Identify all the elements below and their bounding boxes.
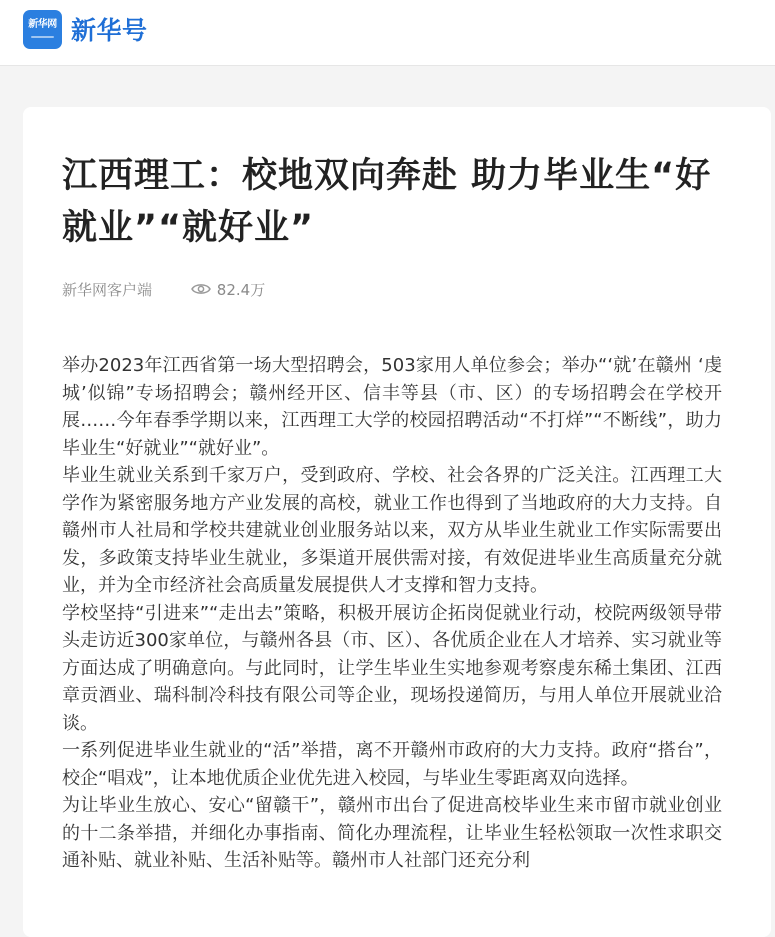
article-source: 新华网客户端 xyxy=(62,281,153,299)
article-paragraph: 毕业生就业关系到千家万户，受到政府、学校、社会各界的广泛关注。江西理工大学作为紧密服务地方产业发展的高校，就业工作也得到了当地政府的大力支持。自赣州市人社局和学校共建就业创业服务站以来，双方从毕业生就业工作实际需要出发，多政策支持毕业生就业，多渠道开展供需对接，有效促进毕业生高质量充分就业，并为全市经济社会高质量发展提供人才支撑和智力支持。 xyxy=(62,465,722,596)
article-title: 江西理工：校地双向奔赴 助力毕业生“好就业”“就好业” xyxy=(62,156,712,248)
view-count-value: 82.4万 xyxy=(216,281,266,299)
article-paragraph: 一系列促进毕业生就业的“活”举措，离不开赣州市政府的大力支持。政府“搭台”，校企“唱戏”，让本地优质企业优先进入校园，与毕业生零距离双向选择。 xyxy=(62,740,722,789)
article-meta xyxy=(62,278,265,302)
article-paragraph: 举办2023年江西省第一场大型招聘会，503家用人单位参会；举办“‘就’在赣州 ‘虔城’似锦”专场招聘会；赣州经开区、信丰等县（市、区）的专场招聘会在学校开展……今年春季学期以来，江西理工大学的校园招聘活动“不打烊”“不断线”，助力毕业生“好就业”“就好业”。 xyxy=(62,355,722,459)
logo-underline xyxy=(31,36,54,38)
view-count xyxy=(191,278,265,302)
article-body xyxy=(62,352,722,875)
eye-icon xyxy=(191,282,211,296)
brand-name[interactable]: 新华号 xyxy=(71,16,148,45)
article-paragraph: 为让毕业生放心、安心“留赣干”，赣州市出台了促进高校毕业生来市留市就业创业的十二条举措，并细化办事指南、简化办理流程，让毕业生轻松领取一次性求职交通补贴、就业补贴、生活补贴等。赣州市人社部门还充分利 xyxy=(62,795,722,871)
xinhua-logo[interactable] xyxy=(23,10,62,49)
article-paragraph: 学校坚持“引进来”“走出去”策略，积极开展访企拓岗促就业行动，校院两级领导带头走访近300家单位，与赣州各县（市、区）、各优质企业在人才培养、实习就业等方面达成了明确意向。与此同时，让学生毕业生实地参观考察虔东稀土集团、江西章贡酒业、瑞科制冷科技有限公司等企业，现场投递简历，与用人单位开展就业洽谈。 xyxy=(62,602,722,734)
logo-text: 新华网 xyxy=(28,19,57,30)
top-header xyxy=(0,0,775,66)
